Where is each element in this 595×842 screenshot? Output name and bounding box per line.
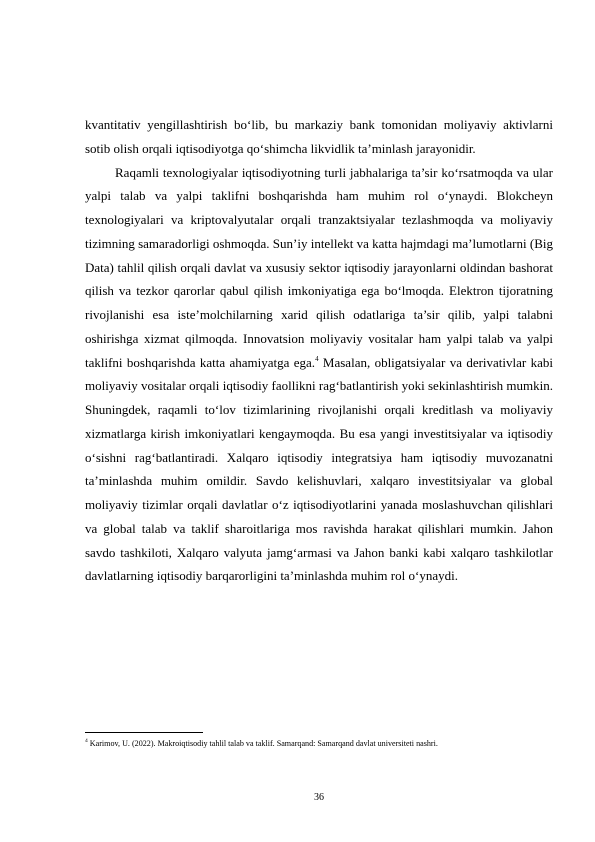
footnote-separator [85,732,203,733]
body-text [85,113,553,588]
footnote [85,738,553,749]
footnote-reference[interactable]: 4 [315,354,319,363]
footnote-text: Karimov, U. (2022). Makroiqtisodiy tahlil talab va taklif. Samarqand: Samarqand davlat universiteti nashri. [87,739,438,748]
paragraph-2-part-b: Masalan, obligatsiyalar va derivativlar kabi moliyaviy vositalar orqali iqtisodiy faollikni rag‘batlantirish yoki sekinlashtirish mumkin. Shuningdek, raqamli to‘lov tizimlarining rivojlanishi orqali kreditlash va moliyaviy xizmatlarga kirish imkoniyatlari kengaymoqda. Bu esa yangi investitsiyalar va iqtisodiy o‘sishni rag‘batlantiradi. Xalqaro iqtisodiy integratsiya ham iqtisodiy muvozanatni ta’minlashda muhim omildir. Savdo kelishuvlari, xalqaro investitsiyalar va global moliyaviy tizimlar orqali davlatlar o‘z iqtisodiyotlarini yanada moslashuvchan qilishlari va global talab va taklif sharoitlariga mos ravishda harakat qilishlari mumkin. Jahon savdo tashkiloti, Xalqaro valyuta jamg‘armasi va Jahon banki kabi xalqaro tashkilotlar davlatlarning iqtisodiy barqarorligini ta’minlashda muhim rol o‘ynaydi. [85,354,553,584]
paragraph-2-part-a: Raqamli texnologiyalar iqtisodiyotning turli jabhalariga ta’sir ko‘rsatmoqda va ular yalpi talab va yalpi taklifni boshqarishda ham muhim rol o‘ynaydi. Blokcheyn texnologiyalari va kriptovalyutalar orqali tranzaktsiyalar tezlashmoqda va moliyaviy tizimning samaradorligi oshmoqda. Sun’iy intellekt va katta hajmdagi ma’lumotlarni (Big Data) tahlil qilish orqali davlat va xususiy sektor iqtisodiy jarayonlarni oldindan bashorat qilish va tezkor qarorlar qabul qilish imkoniyatiga ega bo‘lmoqda. Elektron tijoratning rivojlanishi esa iste’molchilarning xarid qilish odatlariga ta’sir qilib, yalpi talabni oshirishga xizmat qilmoqda. Innovatsion moliyaviy vositalar ham yalpi talab va yalpi taklifni boshqarishda katta ahamiyatga ega. [85,164,553,370]
paragraph-2 [85,161,553,589]
paragraph-1: kvantitativ yengillashtirish bo‘lib, bu markaziy bank tomonidan moliyaviy aktivlarni sotib olish orqali iqtisodiyotga qo‘shimcha likvidlik ta’minlash jarayonidir. [85,117,553,156]
page-number: 36 [314,792,324,803]
footnote-marker: 4 [85,738,88,744]
